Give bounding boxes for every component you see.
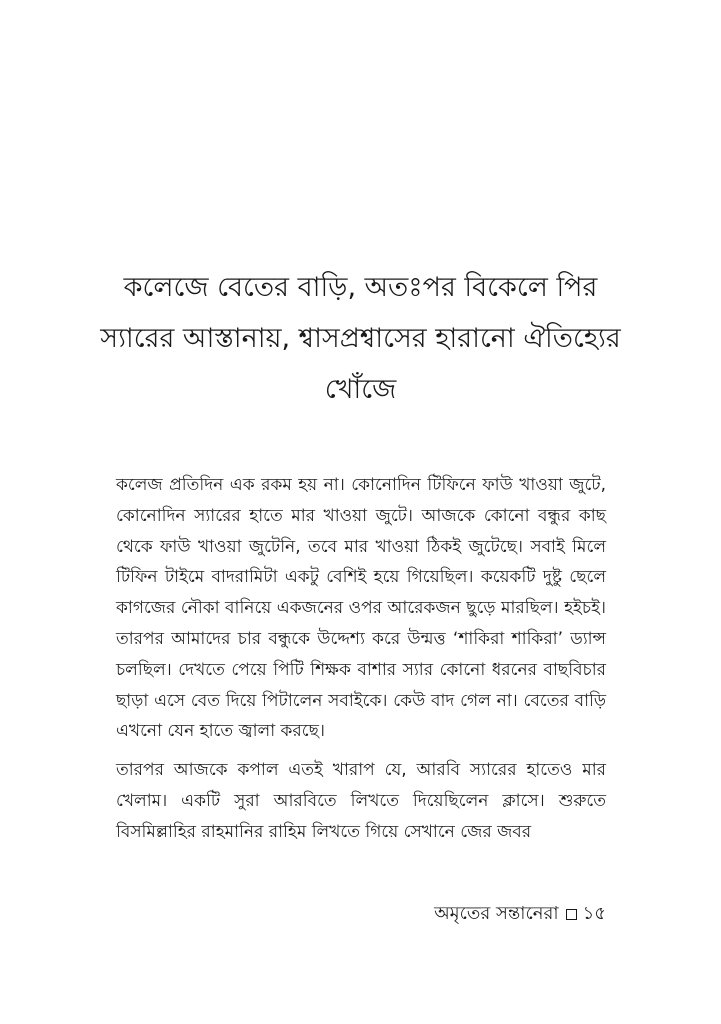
chapter-title: [100, 262, 621, 415]
body-paragraph: তারপর আজকে কপাল এতই খারাপ যে, আরবি স্যারের হাতেও মার খেলাম। একটি সুরা আরবিতে লিখতে দিয়েছিলেন ক্লাসে। শুরুতে বিসমিল্লাহির রাহমানির রাহিম লিখতে গিয়ে সেখানে জের জবর: [116, 760, 606, 842]
chapter-title-line: কলেজে বেতের বাড়ি, অতঃপর বিকেলে পির: [123, 272, 598, 303]
chapter-title-line: খোঁজে: [324, 374, 397, 405]
running-book-title: অমৃতের সন্তানেরা: [434, 903, 559, 924]
page-footer: [434, 902, 606, 926]
body-paragraph: কলেজ প্রতিদিন এক রকম হয় না। কোনোদিন টিফিনে ফাউ খাওয়া জুটে, কোনোদিন স্যারের হাতে মার খাওয়া জুটে। আজকে কোনো বন্ধুর কাছ থেকে ফাউ খাওয়া জুটেনি, তবে মার খাওয়া ঠিকই জুটেছে। সবাই মিলে টিফিন টাইমে বাদরামিটা একটু বেশিই হয়ে গিয়েছিল। কয়েকটি দুষ্টু ছেলে কাগজের নৌকা বানিয়ে একজনের ওপর আরেকজন ছুড়ে মারছিল। হইচই। তারপর আমাদের চার বন্ধুকে উদ্দেশ্য করে উন্মত্ত ‘শাকিরা শাকিরা’ ড্যান্স চলছিল। দেখতে পেয়ে পিটি শিক্ষক বাশার স্যার কোনো ধরনের বাছবিচার ছাড়া এসে বেত দিয়ে পিটালেন সবাইকে। কেউ বাদ গেল না। বেতের বাড়ি এখনো যেন হাতে জ্বালা করছে।: [116, 475, 606, 742]
square-box-icon: [566, 909, 577, 920]
page-number: ১৫: [582, 903, 606, 924]
chapter-body: [116, 470, 606, 848]
chapter-title-line: স্যারের আস্তানায়, শ্বাসপ্রশ্বাসের হারানো ঐতিহ্যের: [100, 323, 621, 354]
